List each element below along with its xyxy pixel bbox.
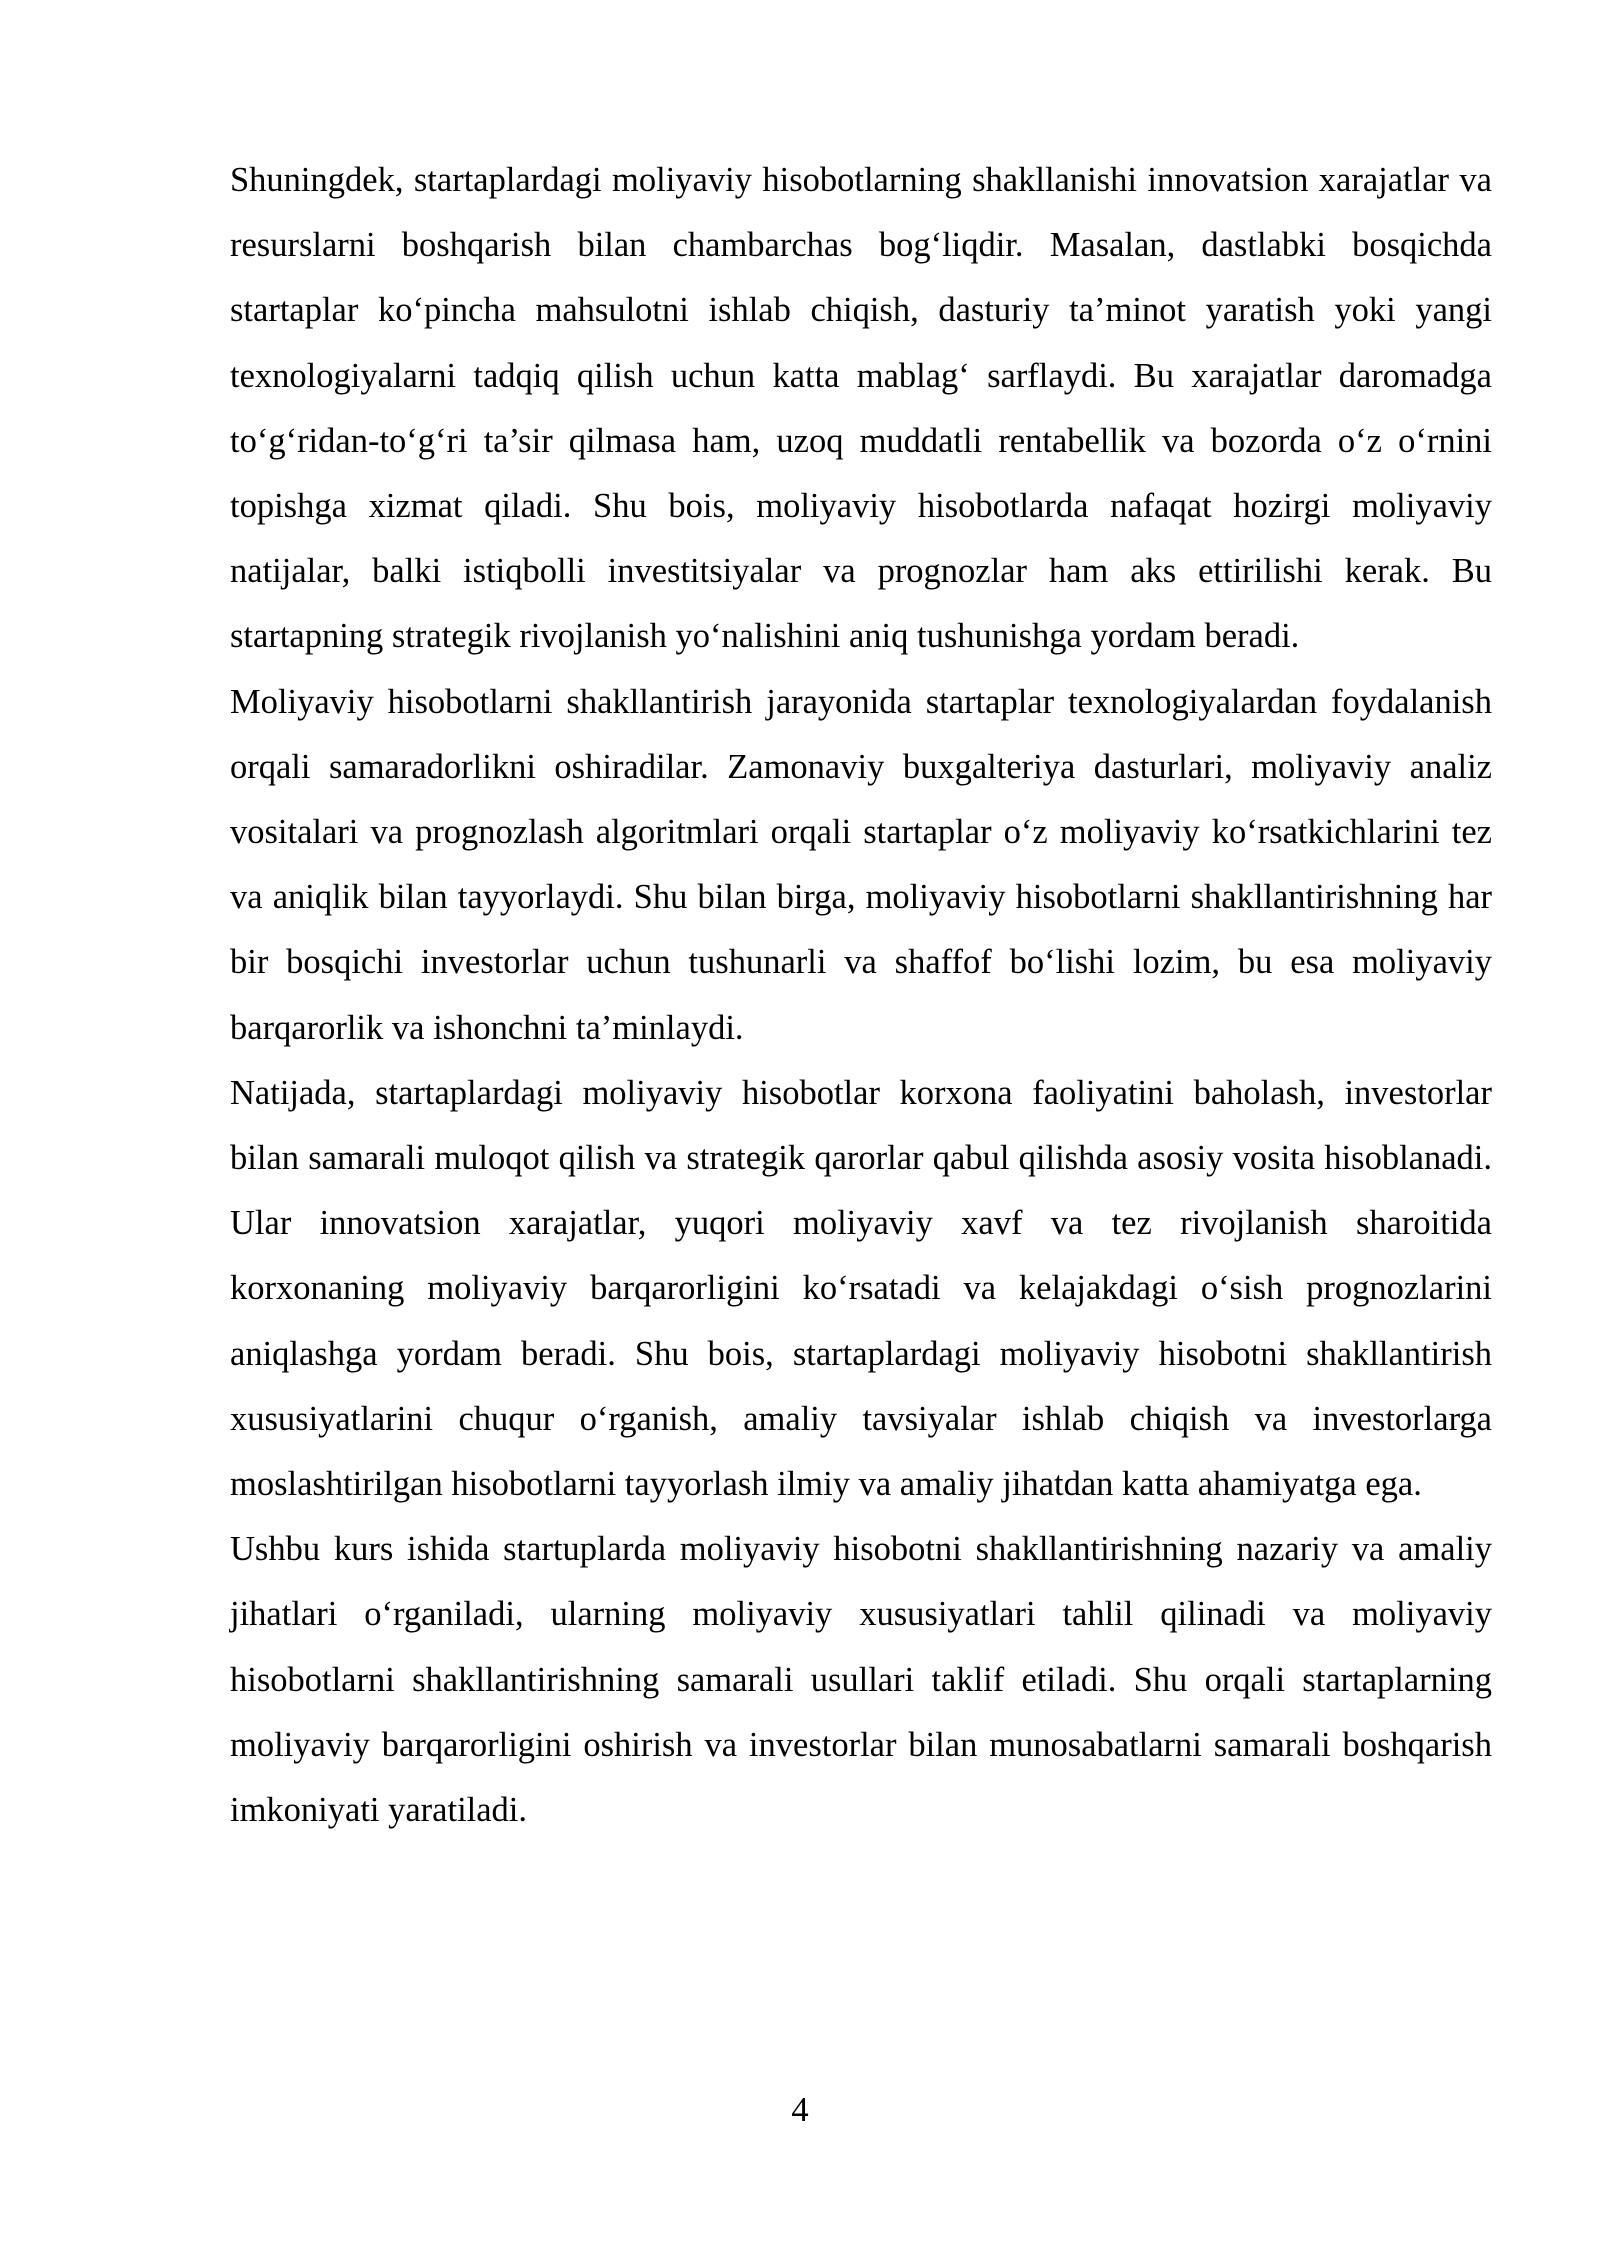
paragraph-4: Ushbu kurs ishida startuplarda moliyaviy hisobotni shakllantirishning nazariy va amaliy jihatlari o‘rganiladi, ularning moliyaviy xususiyatlari tahlil qilinadi va moliyaviy hisobotlarni shakllantirishning samarali usullari taklif etiladi. Shu orqali startaplarning moliyaviy barqarorligini oshirish va investorlar bilan munosabatlarni samarali boshqarish imkoniyati yaratiladi.	[230, 1530, 1492, 1830]
paragraph-1: Shuningdek, startaplardagi moliyaviy hisobotlarning shakllanishi innovatsion xarajatlar va resurslarni boshqarish bilan chambarchas bog‘liqdir. Masalan, dastlabki bosqichda startaplar ko‘pincha mahsulotni ishlab chiqish, dasturiy ta’minot yaratish yoki yangi texnologiyalarni tadqiq qilish uchun katta mablag‘ sarflaydi. Bu xarajatlar daromadga to‘g‘ridan-to‘g‘ri ta’sir qilmasa ham, uzoq muddatli rentabellik va bozorda o‘z o‘rnini topishga xizmat qiladi. Shu bois, moliyaviy hisobotlarda nafaqat hozirgi moliyaviy natijalar, balki istiqbolli investitsiyalar va prognozlar ham aks ettirilishi kerak. Bu startapning strategik rivojlanish yo‘nalishini aniq tushunishga yordam beradi.	[230, 161, 1492, 656]
body-text	[230, 148, 1492, 1843]
paragraph-3: Natijada, startaplardagi moliyaviy hisobotlar korxona faoliyatini baholash, investorlar bilan samarali muloqot qilish va strategik qarorlar qabul qilishda asosiy vosita hisoblanadi. Ular innovatsion xarajatlar, yuqori moliyaviy xavf va tez rivojlanish sharoitida korxonaning moliyaviy barqarorligini ko‘rsatadi va kelajakdagi o‘sish prognozlarini aniqlashga yordam beradi. Shu bois, startaplardagi moliyaviy hisobotni shakllantirish xususiyatlarini chuqur o‘rganish, amaliy tavsiyalar ishlab chiqish va investorlarga moslashtirilgan hisobotlarni tayyorlash ilmiy va amaliy jihatdan katta ahamiyatga ega.	[230, 1073, 1492, 1504]
page-number: 4	[791, 2091, 809, 2129]
paragraph-2: Moliyaviy hisobotlarni shakllantirish jarayonida startaplar texnologiyalardan foydalanish orqali samaradorlikni oshiradilar. Zamonaviy buxgalteriya dasturlari, moliyaviy analiz vositalari va prognozlash algoritmlari orqali startaplar o‘z moliyaviy ko‘rsatkichlarini tez va aniqlik bilan tayyorlaydi. Shu bilan birga, moliyaviy hisobotlarni shakllantirishning har bir bosqichi investorlar uchun tushunarli va shaffof bo‘lishi lozim, bu esa moliyaviy barqarorlik va ishonchni ta’minlaydi.	[230, 682, 1492, 1047]
